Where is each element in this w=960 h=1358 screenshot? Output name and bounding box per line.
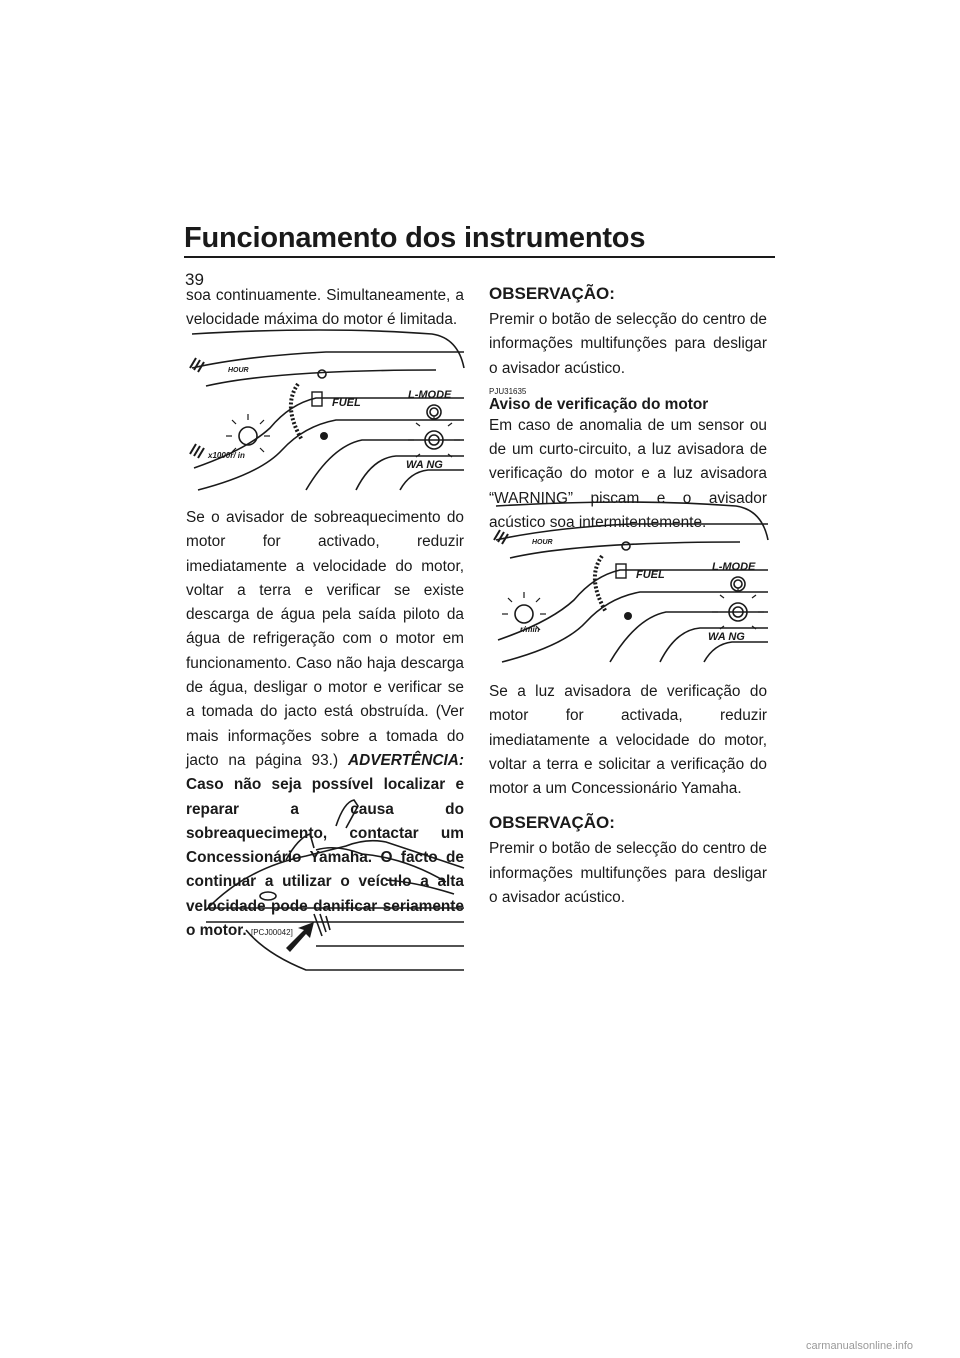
note1-text: Premir o botão de selecção do centro de informações multifunções para desligar o avisador acústico. xyxy=(489,311,767,377)
panel2-warning-label: WA NG xyxy=(708,631,745,643)
panel2-rpm-label: r/min xyxy=(520,625,540,634)
right-top xyxy=(489,282,767,535)
section-text: Em caso de anomalia de um sensor ou de um curto-circuito, a luz avisadora de verificação do motor e a luz avisadora “WARNING” piscam e o avisador acústico soa intermitentemente. xyxy=(489,416,767,532)
engine-check-panel-illustration xyxy=(490,500,770,666)
watermark: carmanualsonline.info xyxy=(806,1340,914,1352)
panel2-fuel-label: FUEL xyxy=(636,569,665,581)
warning-code: [PCJ00042] xyxy=(251,928,293,938)
right-bottom xyxy=(489,680,767,910)
panel-fuel-label: FUEL xyxy=(332,397,361,409)
panel2-hour-label: HOUR xyxy=(532,539,553,546)
note2-heading: OBSERVAÇÃO: xyxy=(489,813,615,833)
watercraft-illustration xyxy=(186,798,466,978)
overheat-text: Se o avisador de sobreaquecimento do motor for activado, reduzir imediatamente a velocidade do motor, voltar a terra e verificar se existe descarga de água pela saída piloto da água de refrigeração com o motor em funcionamento. Caso não haja descarga de água, desligar o motor e verificar se a tomada do jacto está obstruída. (Ver mais informações sobre a tomada do jacto na página 93.) xyxy=(186,509,464,769)
page-title: Funcionamento dos instrumentos xyxy=(184,222,646,254)
after-text: Se a luz avisadora de verificação do motor for activada, reduzir imediatamente a velocidade do motor, voltar a terra e solicitar a verificação do motor a um Concessionário Yamaha. xyxy=(489,683,767,798)
warning-text: Caso não seja possível localizar e reparar a causa do sobreaquecimento, contactar um Concessionário Yamaha. O facto de continuar a utilizar o veículo a alta velocidade pode danificar seriamente o motor. xyxy=(186,776,464,940)
section-code: PJU31635 xyxy=(489,386,527,396)
panel-lmode-label: L-MODE xyxy=(408,389,452,401)
left-intro xyxy=(186,284,464,333)
note1-heading: OBSERVAÇÃO: xyxy=(489,284,615,303)
panel-hour-label: HOUR xyxy=(228,367,249,374)
warning-label: ADVERTÊNCIA: xyxy=(347,751,464,769)
overheat-panel-illustration xyxy=(186,328,466,494)
note2-text: Premir o botão de selecção do centro de informações multifunções para desligar o avisador acústico. xyxy=(489,840,767,907)
panel-warning-label: WA NG xyxy=(406,459,443,471)
intro-paragraph: soa continuamente. Simultaneamente, a velocidade máxima do motor é limitada. xyxy=(186,287,464,329)
panel2-lmode-label: L-MODE xyxy=(712,561,756,573)
header-rule xyxy=(184,256,775,258)
panel-rpm-label: x1000r/ in xyxy=(208,451,245,460)
section-title: Aviso de verificação do motor xyxy=(489,395,709,413)
page-number: 39 xyxy=(185,270,204,289)
